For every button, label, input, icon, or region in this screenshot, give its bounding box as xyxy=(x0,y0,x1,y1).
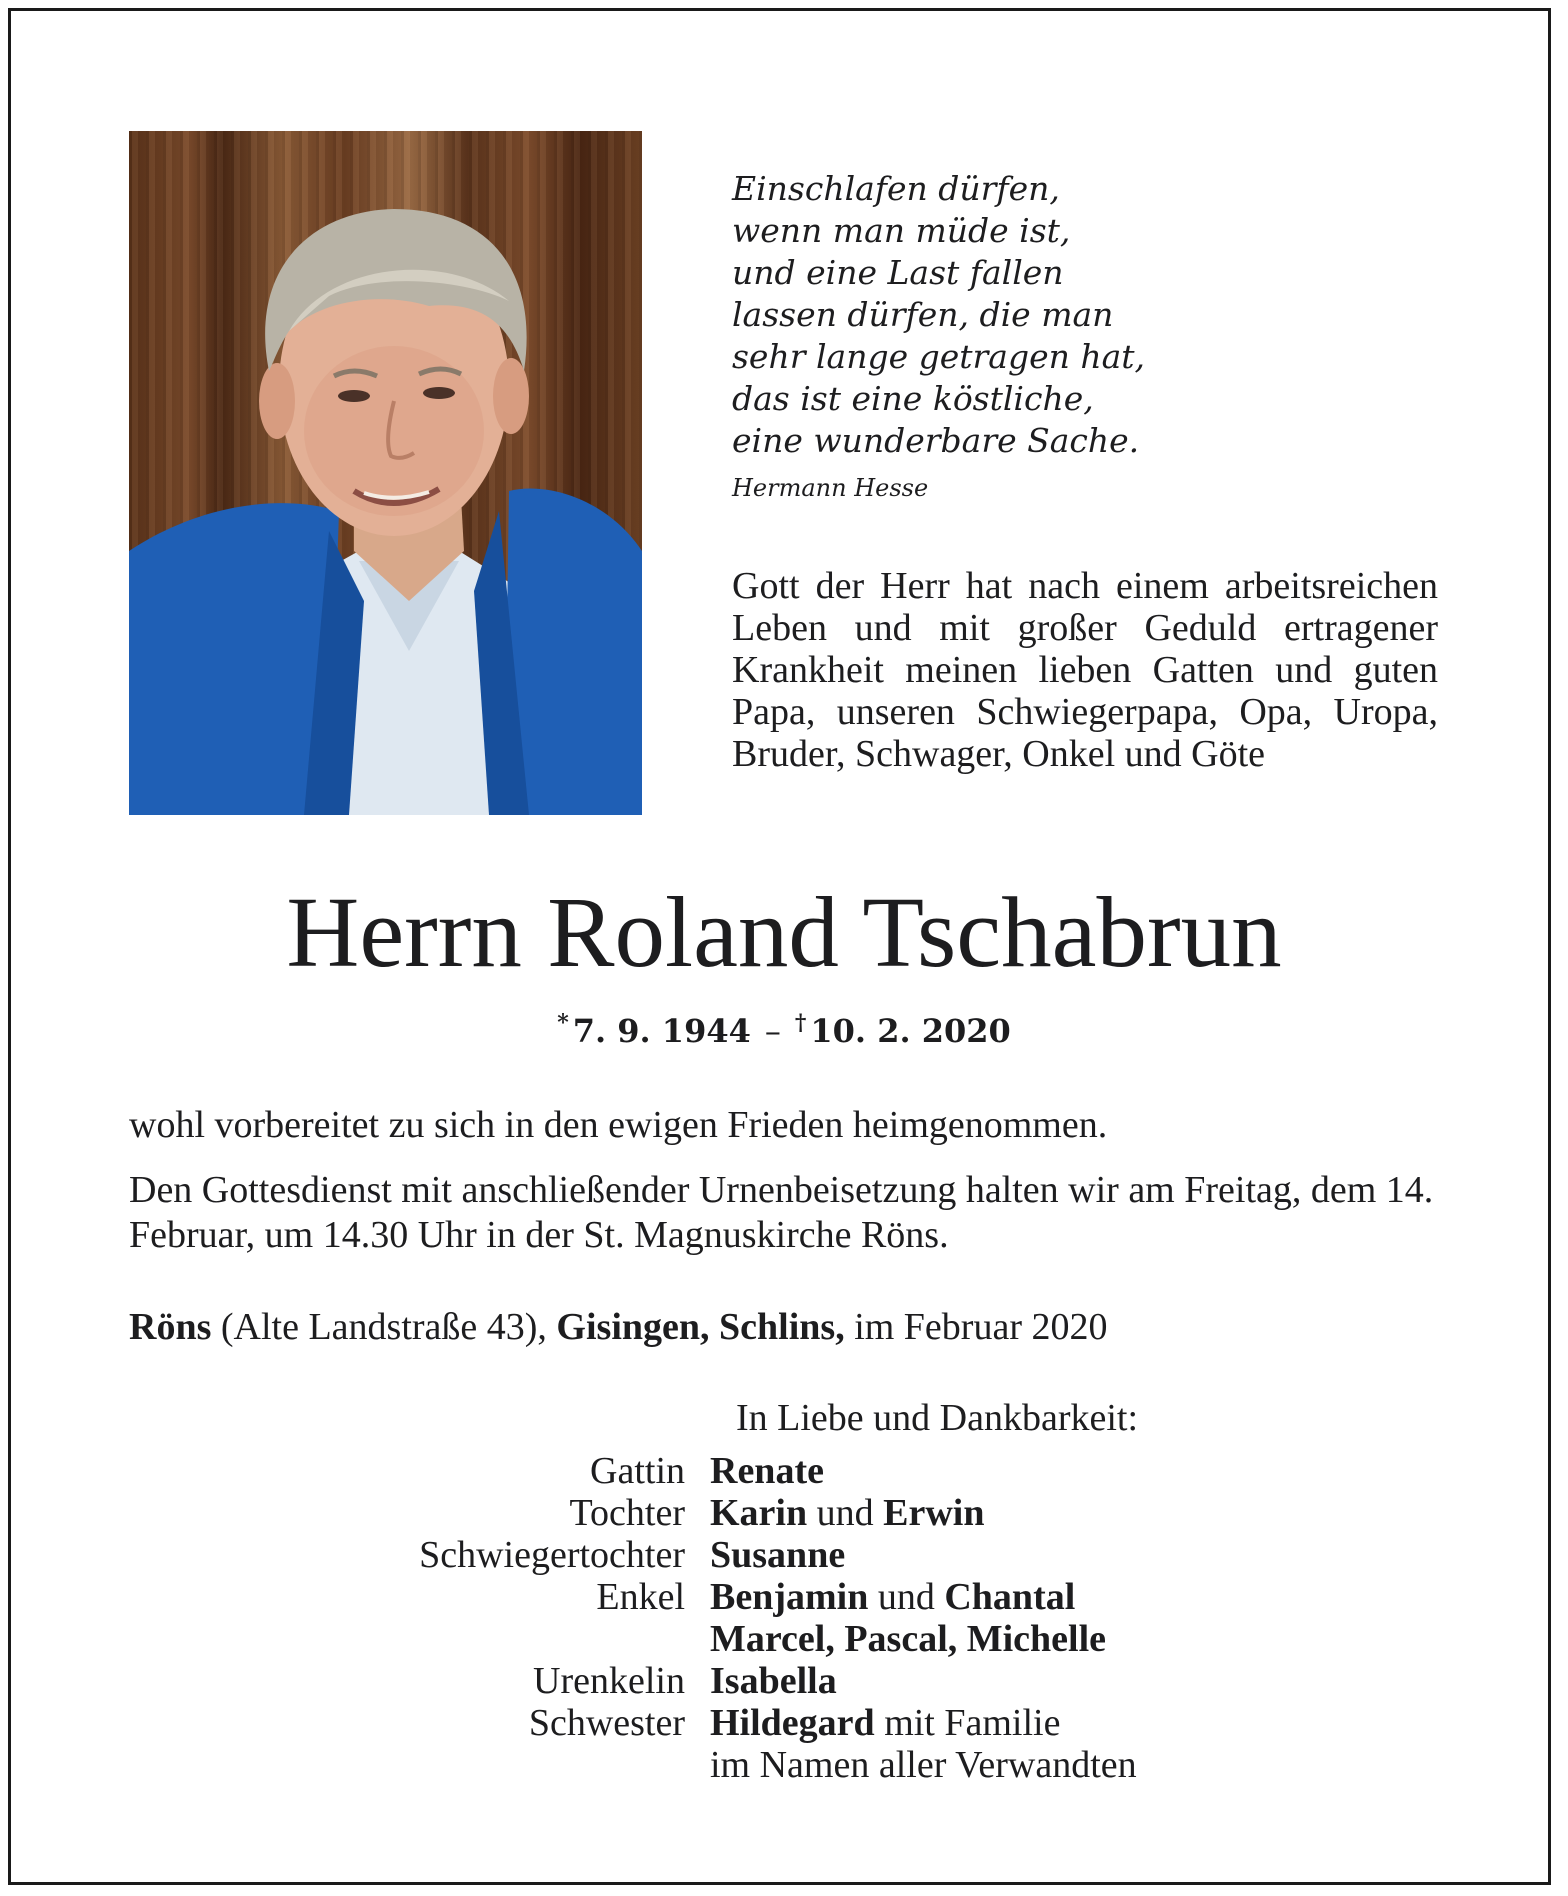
death-symbol: † xyxy=(794,1010,807,1036)
family-role: Schwiegertochter xyxy=(419,1534,685,1576)
service-info: Den Gottesdienst mit anschließender Urnenbeisetzung halten wir am Freitag, dem 14. Februar, um 14.30 Uhr in der St. Magnuskirche Röns. xyxy=(129,1169,1434,1256)
intro-text: Gott der Herr hat nach einem arbeitsreichen Leben und mit großer Geduld ertragener Krankheit meinen lieben Gatten und guten Papa, unseren Schwiegerpapa, Opa, Uropa, Bruder, Schwager, Onkel und Göte xyxy=(732,565,1438,775)
portrait-photo xyxy=(129,131,642,815)
place-date: im Februar 2020 xyxy=(844,1306,1108,1348)
date-dash: – xyxy=(764,1012,781,1050)
birth-symbol: * xyxy=(557,1010,569,1036)
family-row xyxy=(240,1450,1540,1492)
address: (Alte Landstraße 43), xyxy=(211,1306,557,1348)
life-dates xyxy=(0,1010,1568,1050)
family-list xyxy=(240,1450,1540,1786)
place-date-line xyxy=(129,1305,1439,1350)
family-name: Erwin xyxy=(883,1492,985,1534)
family-row xyxy=(240,1576,1540,1618)
town-rons: Röns xyxy=(129,1306,212,1348)
family-name: Hildegard xyxy=(710,1702,875,1744)
family-row xyxy=(240,1618,1540,1660)
family-name: Susanne xyxy=(710,1534,846,1576)
family-name: Chantal xyxy=(944,1576,1076,1618)
family-role: Enkel xyxy=(596,1576,685,1618)
announcement-line: wohl vorbereitet zu sich in den ewigen Frieden heimgenommen. xyxy=(129,1104,1108,1146)
birth-date: 7. 9. 1944 xyxy=(572,1012,751,1050)
towns-other: Gisingen, Schlins, xyxy=(556,1306,845,1348)
family-role: Tochter xyxy=(569,1492,685,1534)
closing-phrase: In Liebe und Dankbarkeit: xyxy=(736,1397,1139,1439)
poem: Einschlafen dürfen, wenn man müde ist, und eine Last fallen lassen dürfen, die man sehr lange getragen hat, das ist eine köstliche, eine wunderbare Sache. xyxy=(732,169,1146,460)
family-role: Schwester xyxy=(528,1702,685,1744)
family-name: Isabella xyxy=(710,1660,837,1702)
deceased-name: Herrn Roland Tschabrun xyxy=(286,876,1282,988)
conjunction: und xyxy=(868,1576,945,1618)
conjunction: und xyxy=(807,1492,884,1534)
poem-author: Hermann Hesse xyxy=(732,474,929,502)
family-row xyxy=(240,1492,1540,1534)
family-role: Gattin xyxy=(590,1450,685,1492)
family-name: Renate xyxy=(710,1450,824,1492)
death-date: 10. 2. 2020 xyxy=(810,1012,1011,1050)
family-row xyxy=(240,1534,1540,1576)
family-role: Urenkelin xyxy=(533,1660,685,1702)
family-name: Marcel, Pascal, Michelle xyxy=(710,1618,1107,1660)
family-name: Karin xyxy=(710,1492,808,1534)
family-name: Benjamin xyxy=(710,1576,869,1618)
family-row xyxy=(240,1660,1540,1702)
family-suffix: mit Familie xyxy=(874,1702,1061,1744)
family-row xyxy=(240,1702,1540,1744)
family-row xyxy=(240,1744,1540,1786)
all-relatives: im Namen aller Verwandten xyxy=(710,1744,1137,1786)
